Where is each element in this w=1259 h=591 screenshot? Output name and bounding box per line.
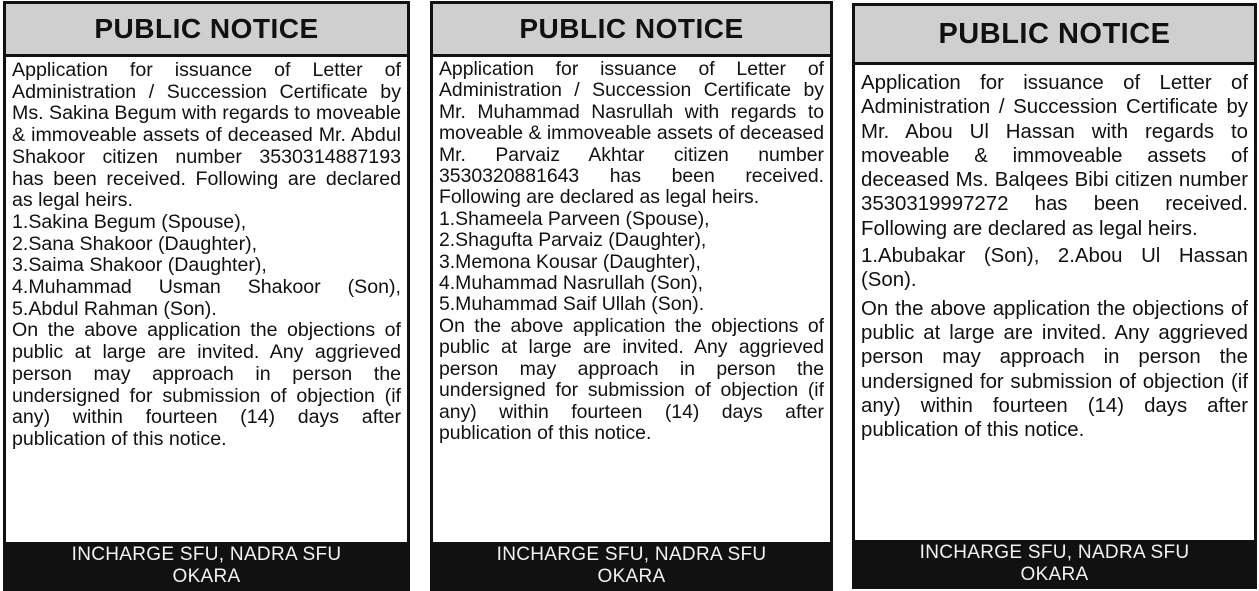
heir-entry: 3.Memona Kousar (Daughter), [439, 250, 701, 273]
footer-office: INCHARGE SFU, NADRA SFU [496, 544, 767, 565]
heir-entry: 1.Shameela Parveen (Spouse), [439, 207, 710, 230]
heir-entry: 2.Sana Shakoor (Daughter), [12, 232, 258, 255]
notice-title: PUBLIC NOTICE [433, 4, 830, 57]
footer-office: INCHARGE SFU, NADRA SFU [71, 544, 342, 565]
public-notice-3 [852, 3, 1257, 589]
application-paragraph: Application for issuance of Letter of Administration / Succession Certificate by Mr. Muhammad Nasrullah with regards to moveable & immoveable assets of deceased Mr. Parvaiz Akhtar citizen number 3530320881643 has been received. Following are declared as legal heirs. [439, 58, 824, 209]
footer-city: OKARA [1020, 564, 1089, 585]
notice-title: PUBLIC NOTICE [6, 4, 407, 57]
heir-entry: 4.Muhammad Usman Shakoor (Son), 5.Abdul Rahman (Son). [12, 276, 401, 320]
legal-heirs-list [12, 212, 401, 321]
objection-paragraph: On the above application the objections of public at large are invited. Any aggrieved person may approach in person the undersigned for submission of objection (if any) within fourteen (14) days after publication of this notice. [861, 297, 1248, 442]
objection-paragraph: On the above application the objections of public at large are invited. Any aggrieved person may approach in person the undersigned for submission of objection (if any) within fourteen (14) days after publication of this notice. [12, 319, 401, 450]
application-paragraph: Application for issuance of Letter of Administration / Succession Certificate by Mr. Abou Ul Hassan with regards to moveable & immoveable assets of deceased Ms. Balqees Bibi citizen number 3530319997272 has been received. Following are declared as legal heirs. [861, 72, 1248, 240]
legal-heirs-list [861, 244, 1248, 293]
notice-footer [433, 542, 830, 588]
heir-entry: 1.Sakina Begum (Spouse), [12, 210, 247, 233]
footer-city: OKARA [597, 566, 666, 587]
notice-footer [855, 540, 1254, 586]
objection-paragraph: On the above application the objections of public at large are invited. Any aggrieved person may approach in person the undersigned for submission of objection (if any) within fourteen (14) days after publication of this notice. [439, 314, 824, 444]
legal-heirs-list [439, 209, 824, 316]
heir-entry: 5.Muhammad Saif Ullah (Son). [439, 293, 705, 316]
public-notice-1 [3, 1, 410, 591]
application-paragraph: Application for issuance of Letter of Administration / Succession Certificate by Ms. Sakina Begum with regards to moveable & immoveable assets of deceased Mr. Abdul Shakoor citizen number 3530314887193 has been received. Following are declared as legal heirs. [12, 59, 401, 212]
notice-body [6, 57, 407, 542]
footer-office: INCHARGE SFU, NADRA SFU [919, 542, 1190, 563]
footer-city: OKARA [172, 566, 241, 587]
notice-body [433, 57, 830, 542]
heir-entry: 3.Saima Shakoor (Daughter), [12, 254, 267, 277]
public-notice-2 [430, 1, 833, 591]
heir-entry: 4.Muhammad Nasrullah (Son), [439, 272, 704, 295]
heir-entry: 2.Shagufta Parvaiz (Daughter), [439, 229, 707, 252]
heir-entry: 1.Abubakar (Son), 2.Abou Ul Hassan (Son). [861, 245, 1248, 292]
notice-body [855, 65, 1254, 540]
notice-footer [6, 542, 407, 588]
notice-title: PUBLIC NOTICE [855, 6, 1254, 65]
